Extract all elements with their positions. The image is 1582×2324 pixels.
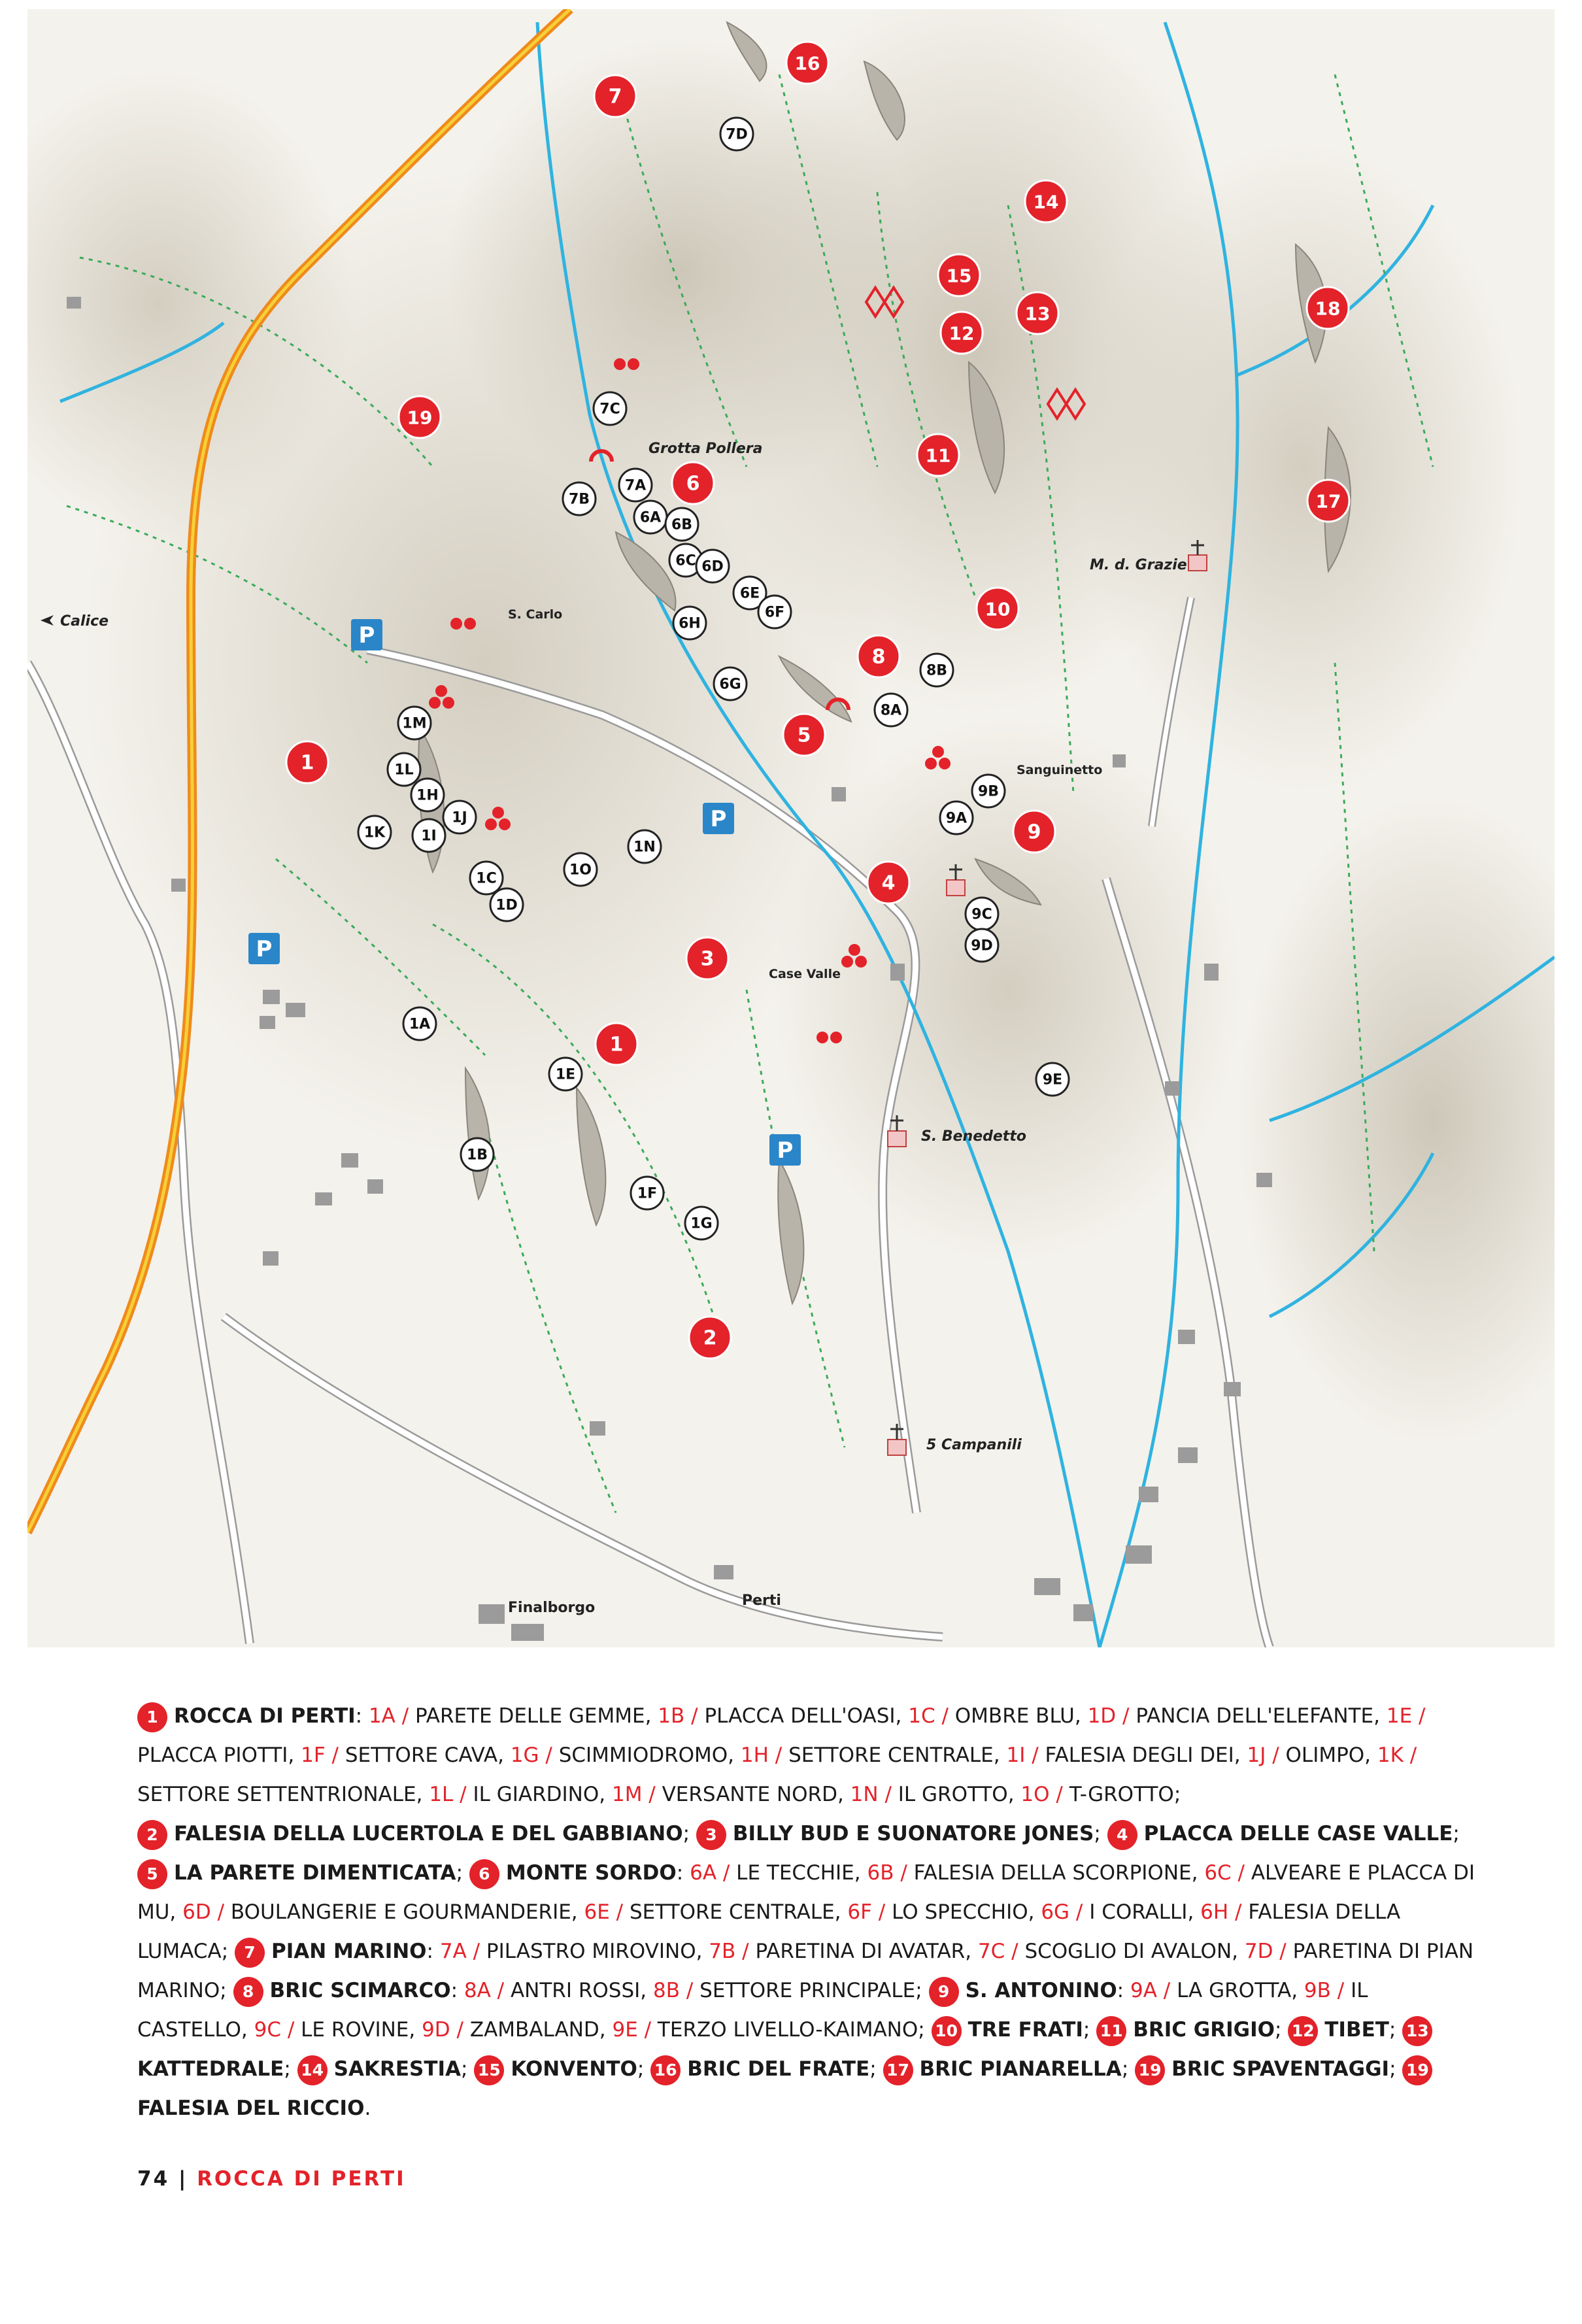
subsector-marker-label: 6H [679, 615, 701, 632]
legend-entry: 8 BRIC SCIMARCO: 8A / ANTRI ROSSI, 8B / SETTORE PRINCIPALE; [233, 1979, 929, 2002]
sector-marker-label: 7 [608, 85, 622, 109]
legend-subsector-name: PARETINA DI PIAN MARINO [137, 1940, 1474, 2002]
legend-subsector-name: ALVEARE E PLACCA DI MU, [137, 1861, 1475, 1924]
legend-subsector-code: 1B / [658, 1704, 698, 1728]
sector-marker-label: 9 [1027, 820, 1041, 844]
legend-subsector-name: ANTRI ROSSI, [504, 1979, 653, 2002]
subsector-marker-label: 1E [555, 1066, 576, 1083]
legend-subsector-code: 1D / [1087, 1704, 1130, 1728]
subsector-marker-1K [358, 816, 391, 849]
legend-entry: 19 BRIC SPAVENTAGGI; [1135, 2057, 1402, 2081]
subsector-marker-label: 6F [764, 604, 785, 621]
legend-entry: 12 TIBET; [1288, 2018, 1402, 2042]
sector-marker-label: 5 [797, 724, 811, 747]
legend-badge: 5 [137, 1859, 167, 1889]
subsector-marker-label: 1D [496, 897, 518, 914]
sector-marker-1 [286, 741, 328, 783]
subsector-marker-label: 6C [675, 552, 696, 569]
legend-subsector-code: 1O / [1020, 1783, 1063, 1806]
subsector-marker-label: 1K [363, 824, 386, 841]
sector-marker-label: 18 [1315, 297, 1341, 320]
legend-badge: 2 [137, 1820, 167, 1850]
place-label: M. d. Grazie [1090, 557, 1187, 573]
legend-badge: 13 [1402, 2016, 1432, 2046]
legend-subsector-code: 7B / [709, 1940, 749, 1963]
legend-subsector-name: IL CASTELLO, [137, 1979, 1368, 2042]
legend-subsector-code: 7D / [1244, 1940, 1287, 1963]
legend-badge: 9 [929, 1977, 959, 2007]
legend-subsector-name: VERSANTE NORD, [655, 1783, 850, 1806]
legend-subsector-name: OMBRE BLU, [948, 1704, 1088, 1728]
sector-marker-label: 3 [700, 947, 715, 971]
sector-marker-6 [672, 462, 714, 504]
legend-sector-name: PIAN MARINO [271, 1940, 427, 1963]
legend-subsector-name: SETTORE SETTENTRIONALE, [137, 1783, 429, 1806]
legend-subsector-name: PLACCA PIOTTI, [137, 1743, 301, 1767]
subsector-marker-label: 7C [599, 401, 620, 418]
sector-marker-label: 19 [407, 407, 433, 429]
legend-entry: 17 BRIC PIANARELLA; [883, 2057, 1136, 2081]
subsector-marker-9C [966, 898, 998, 930]
subsector-marker-label: 9D [971, 937, 993, 954]
climbing-area-map [27, 9, 1555, 1647]
sector-marker-label: 1 [609, 1033, 624, 1056]
legend-subsector-name: PARETE DELLE GEMME, [409, 1704, 658, 1728]
sector-marker-label: 13 [1024, 303, 1051, 325]
parking-label: P [777, 1137, 794, 1164]
sector-marker-label: 14 [1033, 191, 1059, 213]
legend-badge: 14 [297, 2055, 328, 2085]
subsector-marker-8B [920, 654, 953, 686]
subsector-marker-1I [412, 819, 445, 852]
legend-sector-name: SAKRESTIA [333, 2057, 462, 2081]
legend-badge: 7 [235, 1938, 265, 1968]
legend-entry: 1 ROCCA DI PERTI: 1A / PARETE DELLE GEMME, 1B / PLACCA DELL'OASI, 1C / OMBRE BLU, 1D / PANCIA DELL'ELEFANTE, 1E / PLACCA PIOTTI, 1F / SETTORE CAVA, 1G / SCIMMIODROMO, 1H / SETTORE CENTRALE, 1I / FALESIA DEGLI DEI, 1J / OLIMPO, 1K / SETTORE SETTENTRIONALE, 1L / IL GIARDINO, 1M / VERSANTE NORD, 1N / IL GROTTO, 1O / T-GROTTO; [137, 1704, 1425, 1806]
legend-sector-name: TRE FRATI [968, 2018, 1083, 2042]
legend-subsector-code: 7A / [439, 1940, 480, 1963]
legend-subsector-name: SETTORE CENTRALE, [782, 1743, 1007, 1767]
subsector-marker-label: 6A [639, 509, 662, 526]
legend-subsector-code: 9B / [1304, 1979, 1345, 2002]
legend-subsector-code: 6A / [690, 1861, 730, 1885]
sector-marker-13 [1017, 292, 1058, 334]
legend-subsector-name: PLACCA DELL'OASI, [698, 1704, 909, 1728]
subsector-marker-label: 9A [945, 810, 968, 827]
subsector-marker-9B [972, 775, 1005, 807]
subsector-marker-label: 1J [452, 809, 467, 826]
legend-badge: 12 [1288, 2016, 1318, 2046]
legend-sector-name: S. ANTONINO [965, 1979, 1117, 2002]
subsector-marker-label: 6D [701, 558, 724, 575]
subsector-marker-1A [403, 1007, 436, 1040]
legend-subsector-code: 6E / [584, 1900, 624, 1924]
place-label: Finalborgo [508, 1600, 596, 1616]
sector-marker-label: 17 [1315, 490, 1341, 513]
place-label: Case Valle [769, 967, 841, 981]
legend-entry: 5 LA PARETE DIMENTICATA; [137, 1861, 469, 1885]
subsector-marker-label: 8A [880, 702, 902, 719]
legend-subsector-name: FALESIA DELLA SCORPIONE, [907, 1861, 1205, 1885]
legend-sector-name: BRIC GRIGIO [1133, 2018, 1275, 2042]
legend-subsector-name: SETTORE CAVA, [338, 1743, 511, 1767]
page-number: 74 [137, 2167, 170, 2191]
legend-subsector-name: LA GROTTA, [1170, 1979, 1304, 2002]
legend-subsector-name: IL GROTTO, [891, 1783, 1021, 1806]
subsector-marker-9E [1036, 1063, 1069, 1096]
subsector-marker-label: 1O [569, 862, 592, 879]
legend-subsector-name: LE TECCHIE, [730, 1861, 867, 1885]
legend-subsector-name: SETTORE PRINCIPALE [693, 1979, 916, 2002]
legend-sector-name: KONVENTO [511, 2057, 637, 2081]
legend-badge: 6 [469, 1859, 499, 1889]
legend-sector-name: KATTEDRALE [137, 2057, 284, 2081]
subsector-marker-1J [443, 801, 476, 834]
legend-subsector-code: 1N / [850, 1783, 892, 1806]
legend-subsector-name: ZAMBALAND, [463, 2018, 613, 2042]
subsector-marker-1E [549, 1058, 582, 1090]
subsector-marker-label: 6B [671, 516, 693, 533]
legend-entry: 2 FALESIA DELLA LUCERTOLA E DEL GABBIANO; [137, 1822, 696, 1845]
subsector-marker-9D [966, 929, 998, 962]
legend-subsector-code: 1F / [301, 1743, 339, 1767]
subsector-marker-1G [685, 1207, 718, 1239]
sector-marker-label: 11 [925, 445, 951, 467]
footer-separator: | [178, 2167, 188, 2191]
legend-subsector-name: BOULANGERIE E GOURMANDERIE, [224, 1900, 584, 1924]
legend-sector-name: ROCCA DI PERTI [174, 1704, 356, 1728]
parking-label: P [358, 622, 375, 648]
legend-entry: 10 TRE FRATI; [932, 2018, 1097, 2042]
legend-entry: 15 KONVENTO; [474, 2057, 650, 2081]
legend-subsector-name: PANCIA DELL'ELEFANTE, [1129, 1704, 1387, 1728]
place-label: S. Carlo [508, 607, 563, 622]
subsector-marker-8A [875, 694, 907, 726]
sector-marker-8 [858, 635, 900, 677]
legend-badge: 8 [233, 1977, 263, 2007]
legend-subsector-name: T-GROTTO [1062, 1783, 1174, 1806]
legend-sector-name: BRIC PIANARELLA [919, 2057, 1122, 2081]
subsector-marker-label: 7B [568, 491, 590, 508]
legend-badge: 17 [883, 2055, 913, 2085]
subsector-marker-label: 7A [624, 477, 647, 494]
subsector-marker-7B [563, 482, 596, 515]
sector-marker-label: 12 [949, 322, 975, 345]
subsector-marker-label: 1N [633, 839, 656, 856]
subsector-marker-label: 1C [476, 870, 497, 887]
legend-badge: 16 [650, 2055, 681, 2085]
legend-subsector-name: LE ROVINE, [294, 2018, 422, 2042]
legend-entry: 7 PIAN MARINO: 7A / PILASTRO MIROVINO, 7B / PARETINA DI AVATAR, 7C / SCOGLIO DI AVALON, 7D / PARETINA DI PIAN MARINO; [137, 1940, 1473, 2002]
subsector-marker-label: 1H [416, 787, 439, 804]
sector-marker-3 [686, 937, 728, 979]
legend-subsector-code: 1C / [908, 1704, 949, 1728]
subsector-marker-label: 1I [421, 828, 437, 845]
legend-subsector-name: TERZO LIVELLO-KAIMANO [651, 2018, 918, 2042]
legend-sector-name: MONTE SORDO [505, 1861, 677, 1885]
legend-subsector-name: FALESIA DEGLI DEI, [1038, 1743, 1247, 1767]
legend-subsector-code: 6G / [1041, 1900, 1083, 1924]
sector-marker-label: 8 [871, 645, 886, 669]
sector-marker-9 [1013, 811, 1055, 852]
legend-sector-name: BRIC SCIMARCO [269, 1979, 451, 2002]
legend-sector-name: BILLY BUD E SUONATORE JONES [732, 1822, 1094, 1845]
legend-subsector-name: IL GIARDINO, [466, 1783, 612, 1806]
subsector-marker-label: 1G [690, 1215, 713, 1232]
legend-subsector-name: SCOGLIO DI AVALON, [1018, 1940, 1245, 1963]
legend-subsector-code: 1I / [1006, 1743, 1039, 1767]
subsector-marker-label: 1F [637, 1185, 658, 1202]
subsector-marker-label: 7D [726, 126, 748, 143]
legend-subsector-code: 1M / [611, 1783, 656, 1806]
legend-subsector-code: 8B / [652, 1979, 694, 2002]
sector-marker-2 [689, 1317, 731, 1358]
legend-subsector-name: LO SPECCHIO, [885, 1900, 1041, 1924]
legend-badge: 3 [696, 1820, 726, 1850]
legend-subsector-code: 8A / [463, 1979, 505, 2002]
legend-entry: 19FALESIA DEL RICCIO. [137, 2057, 1439, 2120]
subsector-marker-1H [411, 779, 444, 811]
place-label: Perti [742, 1592, 781, 1609]
sector-marker-label: 6 [686, 472, 700, 496]
legend-subsector-code: 1J / [1247, 1743, 1279, 1767]
subsector-marker-label: 1B [466, 1147, 488, 1164]
legend-sector-name: TIBET [1324, 2018, 1389, 2042]
sector-marker-label: 1 [300, 751, 314, 775]
subsector-marker-label: 1M [402, 715, 427, 732]
legend-entry: 9 S. ANTONINO: 9A / LA GROTTA, 9B / IL CASTELLO, 9C / LE ROVINE, 9D / ZAMBALAND, 9E / TERZO LIVELLO-KAIMANO; [137, 1979, 1368, 2042]
place-label: Sanguinetto [1017, 763, 1103, 777]
legend-entry: 11 BRIC GRIGIO; [1096, 2018, 1288, 2042]
legend-subsector-code: 1L / [429, 1783, 467, 1806]
footer-title: ROCCA DI PERTI [197, 2167, 406, 2191]
sector-marker-label: 10 [985, 598, 1011, 620]
sector-marker-label: 2 [703, 1326, 717, 1350]
legend-badge: 15 [474, 2055, 504, 2085]
legend-badge: 19 [1135, 2055, 1165, 2085]
subsector-marker-label: 6G [719, 676, 741, 693]
sector-marker-19 [399, 396, 441, 438]
sector-marker-16 [786, 42, 828, 84]
legend-sector-name: PLACCA DELLE CASE VALLE [1143, 1822, 1453, 1845]
legend-entry: 4 PLACCA DELLE CASE VALLE; [1107, 1822, 1460, 1845]
legend-subsector-code: 9C / [254, 2018, 295, 2042]
legend-sector-name: FALESIA DELLA LUCERTOLA E DEL GABBIANO [174, 1822, 683, 1845]
legend-subsector-code: 1H / [740, 1743, 783, 1767]
legend-entry: 14 SAKRESTIA; [297, 2057, 475, 2081]
subsector-marker-1C [470, 862, 503, 894]
subsector-marker-label: 1A [409, 1016, 431, 1033]
subsector-marker-1M [398, 707, 431, 739]
legend-subsector-code: 6D / [182, 1900, 225, 1924]
subsector-marker-7A [619, 469, 652, 501]
subsector-marker-6D [696, 550, 729, 582]
subsector-marker-label: 1L [394, 762, 414, 779]
subsector-marker-6H [673, 607, 706, 639]
sector-marker-11 [917, 434, 959, 476]
legend-subsector-code: 9A / [1130, 1979, 1171, 2002]
legend-subsector-name: PILASTRO MIROVINO, [480, 1940, 709, 1963]
legend-subsector-name: SETTORE CENTRALE, [623, 1900, 848, 1924]
subsector-marker-6A [634, 501, 667, 533]
place-label: 5 Campanili [926, 1437, 1022, 1453]
legend-subsector-code: 6H / [1200, 1900, 1242, 1924]
place-label: S. Benedetto [921, 1128, 1026, 1145]
subsector-marker-1F [631, 1177, 664, 1209]
place-label: Calice [60, 613, 109, 630]
legend-subsector-code: 1K / [1377, 1743, 1417, 1767]
legend-subsector-code: 9E / [612, 2018, 652, 2042]
legend-subsector-name: PARETINA DI AVATAR, [749, 1940, 978, 1963]
legend-subsector-name: OLIMPO, [1279, 1743, 1377, 1767]
sector-marker-17 [1307, 480, 1349, 522]
legend-badge: 11 [1096, 2016, 1126, 2046]
sector-legend [137, 1696, 1484, 2128]
legend-subsector-name: I CORALLI, [1083, 1900, 1201, 1924]
sector-marker-label: 4 [881, 871, 896, 895]
place-label: Grotta Pollera [648, 441, 763, 457]
sector-marker-label: 15 [946, 265, 972, 287]
legend-subsector-name: FALESIA DELLA LUMACA [137, 1900, 1401, 1963]
sector-marker-18 [1307, 287, 1349, 329]
subsector-marker-1L [388, 753, 420, 786]
subsector-marker-label: 9E [1042, 1071, 1063, 1088]
parking-label: P [256, 936, 273, 962]
subsector-marker-6F [758, 596, 791, 628]
sector-marker-label: 16 [794, 52, 820, 75]
legend-entry: 13KATTEDRALE; [137, 2018, 1439, 2081]
legend-sector-name: BRIC DEL FRATE [687, 2057, 870, 2081]
parking-label: P [710, 806, 727, 832]
subsector-marker-9A [940, 801, 973, 834]
subsector-marker-1O [564, 853, 597, 886]
sector-marker-12 [941, 312, 983, 354]
sector-marker-7 [594, 75, 636, 117]
subsector-marker-7C [594, 392, 626, 425]
legend-badge: 4 [1107, 1820, 1137, 1850]
legend-sector-name: BRIC SPAVENTAGGI [1171, 2057, 1390, 2081]
legend-subsector-code: 6C / [1204, 1861, 1245, 1885]
legend-entry: 3 BILLY BUD E SUONATORE JONES; [696, 1822, 1107, 1845]
subsector-marker-1N [628, 830, 661, 863]
subsector-marker-label: 6E [739, 585, 760, 602]
legend-subsector-code: 7C / [977, 1940, 1018, 1963]
legend-subsector-code: 6F / [847, 1900, 886, 1924]
subsector-marker-7D [720, 118, 753, 150]
page-footer [137, 2167, 406, 2191]
sector-marker-15 [938, 254, 980, 296]
subsector-marker-label: 8B [926, 662, 948, 679]
legend-badge: 19 [1402, 2055, 1432, 2085]
sector-marker-14 [1025, 180, 1067, 222]
legend-sector-name: LA PARETE DIMENTICATA [174, 1861, 456, 1885]
legend-subsector-code: 9D / [422, 2018, 463, 2042]
sector-marker-1 [596, 1023, 637, 1065]
legend-subsector-code: 1A / [368, 1704, 409, 1728]
subsector-marker-1D [490, 888, 523, 921]
legend-badge: 1 [137, 1702, 167, 1732]
subsector-marker-6B [665, 508, 698, 541]
subsector-marker-6G [714, 667, 747, 700]
legend-subsector-code: 1E / [1386, 1704, 1426, 1728]
legend-badge: 10 [932, 2016, 962, 2046]
sector-marker-5 [783, 714, 825, 756]
legend-entry: 6 MONTE SORDO: 6A / LE TECCHIE, 6B / FALESIA DELLA SCORPIONE, 6C / ALVEARE E PLACCA DI MU, 6D / BOULANGERIE E GOURMANDERIE, 6E / SETTORE CENTRALE, 6F / LO SPECCHIO, 6G / I CORALLI, 6H / FALESIA DELLA LUMACA; [137, 1861, 1475, 1963]
subsector-marker-label: 9B [977, 783, 1000, 800]
legend-subsector-code: 1G / [510, 1743, 552, 1767]
sector-marker-4 [867, 862, 909, 903]
legend-subsector-name: SCIMMIODROMO, [552, 1743, 741, 1767]
legend-sector-name: FALESIA DEL RICCIO [137, 2097, 365, 2120]
legend-entry: 16 BRIC DEL FRATE; [650, 2057, 883, 2081]
subsector-marker-label: 9C [971, 906, 992, 923]
subsector-marker-1B [461, 1138, 494, 1171]
sector-marker-10 [977, 588, 1018, 630]
legend-subsector-code: 6B / [867, 1861, 907, 1885]
